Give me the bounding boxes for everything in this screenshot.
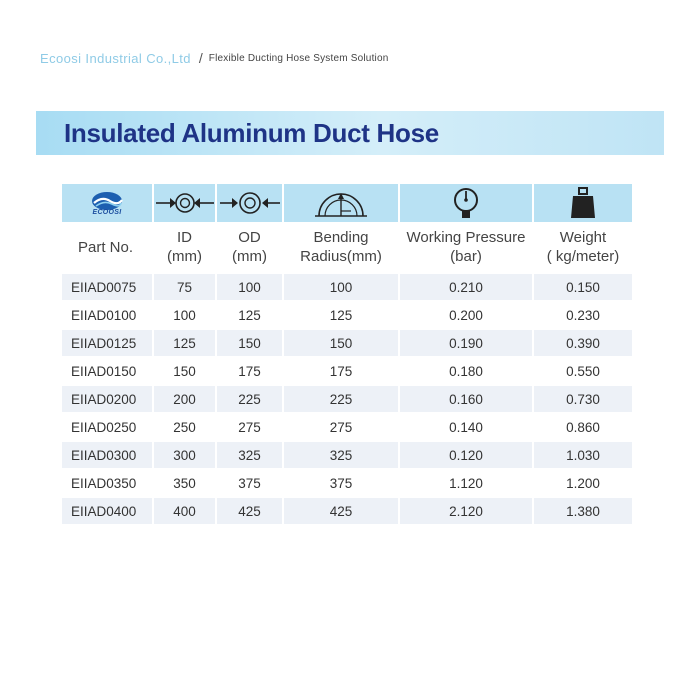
cell-id: 200 bbox=[154, 384, 217, 412]
table-row bbox=[62, 412, 632, 440]
cell-weight: 1.200 bbox=[534, 468, 632, 496]
cell-bending-radius: 125 bbox=[284, 300, 400, 328]
bending-icon-cell bbox=[284, 184, 400, 222]
cell-bending-radius: 175 bbox=[284, 356, 400, 384]
cell-weight: 0.550 bbox=[534, 356, 632, 384]
cell-od: 425 bbox=[217, 496, 284, 524]
cell-part-no: EIIAD0150 bbox=[62, 356, 154, 384]
cell-id: 75 bbox=[154, 272, 217, 300]
cell-id: 125 bbox=[154, 328, 217, 356]
cell-part-no: EIIAD0200 bbox=[62, 384, 154, 412]
cell-weight: 0.730 bbox=[534, 384, 632, 412]
cell-id: 300 bbox=[154, 440, 217, 468]
cell-part-no: EIIAD0100 bbox=[62, 300, 154, 328]
cell-bending-radius: 150 bbox=[284, 328, 400, 356]
company-name: Ecoosi Industrial Co.,Ltd bbox=[40, 50, 191, 66]
cell-id: 250 bbox=[154, 412, 217, 440]
cell-id: 150 bbox=[154, 356, 217, 384]
cell-part-no: EIIAD0075 bbox=[62, 272, 154, 300]
cell-working-pressure: 0.180 bbox=[400, 356, 534, 384]
header-text: Working Pressure bbox=[406, 229, 526, 246]
logo-mark-icon bbox=[90, 191, 124, 211]
weight-icon bbox=[568, 186, 598, 220]
cell-weight: 1.380 bbox=[534, 496, 632, 524]
cell-working-pressure: 1.120 bbox=[400, 468, 534, 496]
cell-bending-radius: 275 bbox=[284, 412, 400, 440]
logo-cell bbox=[62, 184, 154, 222]
cell-bending-radius: 325 bbox=[284, 440, 400, 468]
cell-part-no: EIIAD0350 bbox=[62, 468, 154, 496]
header-row bbox=[62, 222, 632, 272]
od-icon-cell bbox=[217, 184, 284, 222]
cell-working-pressure: 0.190 bbox=[400, 328, 534, 356]
header-weight bbox=[534, 222, 632, 272]
cell-part-no: EIIAD0250 bbox=[62, 412, 154, 440]
cell-working-pressure: 0.140 bbox=[400, 412, 534, 440]
cell-weight: 0.150 bbox=[534, 272, 632, 300]
inner-diameter-icon bbox=[154, 190, 216, 216]
cell-bending-radius: 375 bbox=[284, 468, 400, 496]
cell-od: 175 bbox=[217, 356, 284, 384]
cell-od: 150 bbox=[217, 328, 284, 356]
table-row bbox=[62, 384, 632, 412]
table-row bbox=[62, 440, 632, 468]
header-unit: Radius(mm) bbox=[300, 248, 382, 265]
cell-id: 100 bbox=[154, 300, 217, 328]
cell-weight: 1.030 bbox=[534, 440, 632, 468]
cell-working-pressure: 0.160 bbox=[400, 384, 534, 412]
header-text: Part No. bbox=[78, 238, 134, 256]
header-working-pressure bbox=[400, 222, 534, 272]
cell-od: 100 bbox=[217, 272, 284, 300]
header-text: Bending bbox=[313, 229, 369, 246]
title-banner bbox=[36, 111, 664, 155]
header-unit: (bar) bbox=[450, 248, 482, 265]
page-title: Insulated Aluminum Duct Hose bbox=[64, 118, 439, 148]
cell-part-no: EIIAD0300 bbox=[62, 440, 154, 468]
header-part-no bbox=[62, 222, 154, 272]
cell-part-no: EIIAD0125 bbox=[62, 328, 154, 356]
header-unit: ( kg/meter) bbox=[546, 248, 620, 265]
table-row bbox=[62, 468, 632, 496]
cell-od: 125 bbox=[217, 300, 284, 328]
pressure-icon-cell bbox=[400, 184, 534, 222]
spec-table-container bbox=[62, 184, 632, 524]
cell-working-pressure: 2.120 bbox=[400, 496, 534, 524]
cell-working-pressure: 0.210 bbox=[400, 272, 534, 300]
table-row bbox=[62, 328, 632, 356]
header-text: Weight bbox=[559, 229, 607, 246]
cell-od: 375 bbox=[217, 468, 284, 496]
header-text: ID bbox=[177, 229, 192, 246]
cell-weight: 0.860 bbox=[534, 412, 632, 440]
cell-bending-radius: 100 bbox=[284, 272, 400, 300]
cell-od: 225 bbox=[217, 384, 284, 412]
icon-row bbox=[62, 184, 632, 222]
cell-working-pressure: 0.120 bbox=[400, 440, 534, 468]
table-row bbox=[62, 272, 632, 300]
cell-bending-radius: 225 bbox=[284, 384, 400, 412]
pressure-gauge-icon bbox=[451, 186, 481, 220]
cell-working-pressure: 0.200 bbox=[400, 300, 534, 328]
header-text: OD bbox=[238, 229, 261, 246]
weight-icon-cell bbox=[534, 184, 632, 222]
header-unit: (mm) bbox=[232, 248, 267, 265]
cell-weight: 0.230 bbox=[534, 300, 632, 328]
cell-id: 400 bbox=[154, 496, 217, 524]
cell-weight: 0.390 bbox=[534, 328, 632, 356]
outer-diameter-icon bbox=[218, 190, 282, 216]
table-row bbox=[62, 300, 632, 328]
id-icon-cell bbox=[154, 184, 217, 222]
cell-od: 275 bbox=[217, 412, 284, 440]
header-bending-radius bbox=[284, 222, 400, 272]
cell-od: 325 bbox=[217, 440, 284, 468]
header-od bbox=[217, 222, 284, 272]
logo-text: ECOOSI bbox=[92, 208, 122, 216]
cell-id: 350 bbox=[154, 468, 217, 496]
header-separator: / bbox=[198, 50, 203, 66]
tagline: Flexible Ducting Hose System Solution bbox=[208, 52, 389, 64]
table-row bbox=[62, 356, 632, 384]
header-unit: (mm) bbox=[167, 248, 202, 265]
bending-radius-icon bbox=[311, 187, 371, 219]
ecoosi-logo bbox=[90, 191, 124, 216]
header-id bbox=[154, 222, 217, 272]
spec-table-body bbox=[62, 272, 632, 524]
spec-table bbox=[62, 184, 632, 524]
cell-part-no: EIIAD0400 bbox=[62, 496, 154, 524]
header-line bbox=[40, 50, 389, 66]
cell-bending-radius: 425 bbox=[284, 496, 400, 524]
table-row bbox=[62, 496, 632, 524]
